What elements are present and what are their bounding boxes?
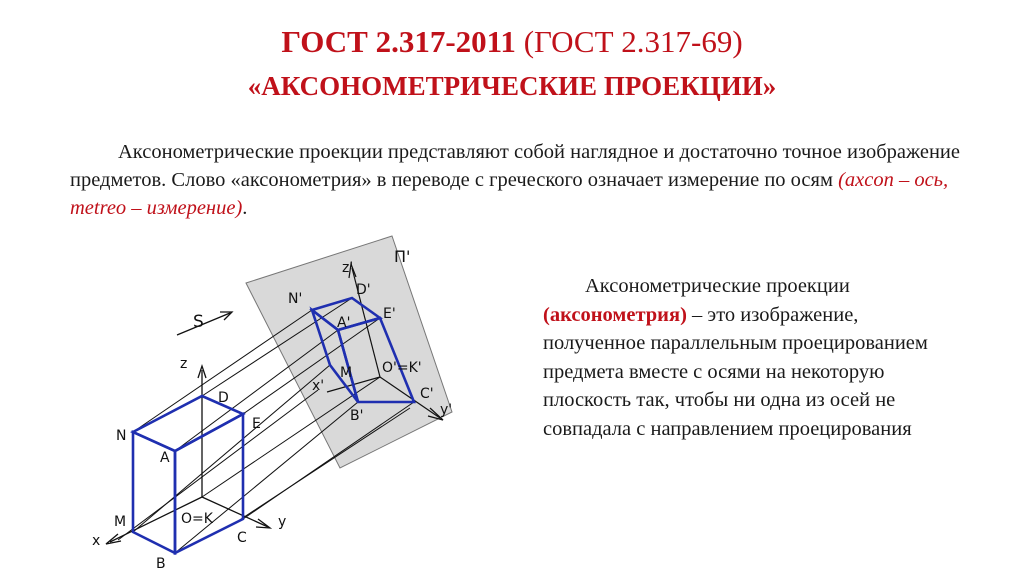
direction-label: S [193,312,204,332]
label-m: M [114,514,127,530]
label-e-prime: E' [383,306,396,322]
label-o-k: O=K [181,511,213,527]
gost-number: ГОСТ 2.317-2011 [281,24,516,59]
plane-label: П' [394,247,411,266]
label-n: N [116,428,127,444]
label-x-prime: x' [312,378,325,394]
label-a: A [160,450,170,466]
label-e: E [252,416,261,432]
axonometry-definition: – это изображение, полученное параллельным проецированием предмета вместе с осями на некоторую плоскость так, чтобы ни одна из осей не совпадала с направлением проецирования [543,303,928,440]
label-b-prime: B' [350,408,364,424]
label-d-prime: D' [356,282,371,298]
axonometry-term: Аксонометрические проекции [585,275,850,297]
label-y-prime: y' [440,402,453,418]
projection-direction [177,312,232,335]
label-z: z [180,356,188,372]
label-b: B [156,556,166,572]
label-c-prime: C' [420,386,434,402]
label-x: x [92,533,101,549]
gost-old-number: (ГОСТ 2.317-69) [515,24,743,59]
slide-subtitle: «АКСОНОМЕТРИЧЕСКИЕ ПРОЕКЦИИ» [247,71,777,101]
label-z-prime: z' [342,260,354,276]
label-d: D [218,390,229,406]
label-m-prime: M [340,365,353,381]
original-box [133,396,243,553]
label-y: y [278,514,287,530]
label-o-k-prime: O'=K' [382,360,422,376]
axonometry-term-paren: (аксонометрия) [543,303,687,326]
definition-end: . [242,197,248,219]
label-a-prime: A' [337,315,351,331]
etymology-text: (axcon – ось, metreo – измерение) [70,169,949,219]
label-n-prime: N' [288,291,303,307]
definition-text: Аксонометрические проекции представляют собой наглядное и достаточно точное изображение предметов. Слово «аксонометрия» в переводе с греческого означает измерение по осям [70,141,961,191]
label-c: C [237,530,247,546]
